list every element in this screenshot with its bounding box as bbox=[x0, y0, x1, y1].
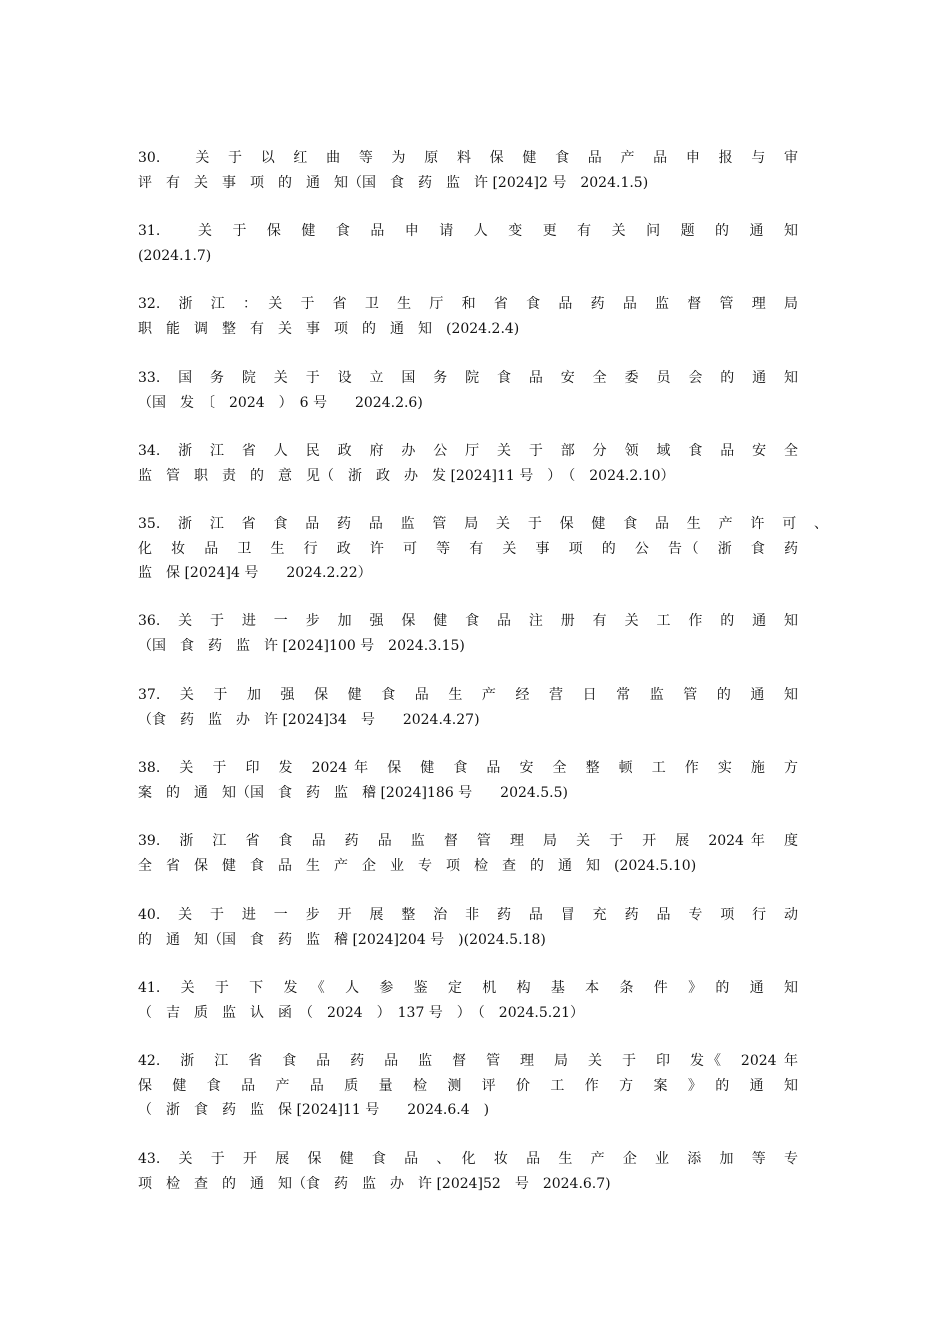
entry-line: 职 能 调 整 有 关 事 项 的 通 知 (2024.2.4) bbox=[138, 320, 520, 337]
entry-line: 34. 浙 江 省 人 民 政 府 办 公 厅 关 于 部 分 领 域 食 品 安 全 bbox=[138, 443, 798, 459]
entry-line: 37. 关 于 加 强 保 健 食 品 生 产 经 营 日 常 监 管 的 通 知 bbox=[138, 687, 798, 703]
entry-line: （国 发 〔 2024 ） 6 号 2024.2.6) bbox=[138, 394, 423, 411]
entry-line: 评 有 关 事 项 的 通 知（国 食 药 监 许 [2024]2 号 2024.1.5) bbox=[138, 174, 649, 191]
list-item-31 bbox=[138, 219, 798, 268]
entry-line: （ 浙 食 药 监 保 [2024]11 号 2024.6.4 ) bbox=[138, 1102, 490, 1118]
list-item-30 bbox=[138, 146, 798, 195]
list-item-34 bbox=[138, 439, 798, 488]
list-item-38 bbox=[138, 756, 798, 805]
entry-line: （ 吉 质 监 认 函 （ 2024 ） 137 号 ） （ 2024.5.21） bbox=[138, 1004, 585, 1021]
list-item-33 bbox=[138, 366, 798, 415]
entry-line: （食 药 监 办 许 [2024]34 号 2024.4.27) bbox=[138, 711, 480, 728]
entry-line: 的 通 知（国 食 药 监 稽 [2024]204 号 )(2024.5.18) bbox=[138, 931, 546, 948]
entry-line: （国 食 药 监 许 [2024]100 号 2024.3.15) bbox=[138, 637, 465, 654]
entry-line: 38. 关 于 印 发 2024 年 保 健 食 品 安 全 整 顿 工 作 实 施 方 bbox=[138, 760, 798, 776]
entry-line: 项 检 查 的 通 知（食 药 监 办 许 [2024]52 号 2024.6.7) bbox=[138, 1175, 611, 1192]
entry-line: 33. 国 务 院 关 于 设 立 国 务 院 食 品 安 全 委 员 会 的 通 知 bbox=[138, 370, 798, 386]
list-item-40 bbox=[138, 903, 798, 952]
entry-line: 42. 浙 江 省 食 品 药 品 监 督 管 理 局 关 于 印 发《 2024 年 bbox=[138, 1053, 798, 1069]
entry-line: 32. 浙 江 ： 关 于 省 卫 生 厅 和 省 食 品 药 品 监 督 管 理 局 bbox=[138, 296, 798, 312]
entry-line: 保 健 食 品 产 品 质 量 检 测 评 价 工 作 方 案 》 的 通 知 bbox=[138, 1077, 798, 1094]
entry-line: 化 妆 品 卫 生 行 政 许 可 等 有 关 事 项 的 公 告（ 浙 食 药 bbox=[138, 540, 798, 557]
entry-line: 41. 关 于 下 发 《 人 参 鉴 定 机 构 基 本 条 件 》 的 通 知 bbox=[138, 980, 798, 996]
entry-line: 39. 浙 江 省 食 品 药 品 监 督 管 理 局 关 于 开 展 2024 年 度 bbox=[138, 833, 798, 849]
entry-line: 36. 关 于 进 一 步 加 强 保 健 食 品 注 册 有 关 工 作 的 通 知 bbox=[138, 613, 798, 629]
list-item-37 bbox=[138, 683, 798, 732]
list-item-36 bbox=[138, 609, 798, 658]
entry-line: 31. 关 于 保 健 食 品 申 请 人 变 更 有 关 问 题 的 通 知 bbox=[138, 223, 798, 239]
list-item-43 bbox=[138, 1147, 798, 1196]
entry-line: 40. 关 于 进 一 步 开 展 整 治 非 药 品 冒 充 药 品 专 项 行 动 bbox=[138, 907, 798, 923]
entry-line: 监 保 [2024]4 号 2024.2.22） bbox=[138, 565, 372, 581]
entry-line: 案 的 通 知（国 食 药 监 稽 [2024]186 号 2024.5.5) bbox=[138, 784, 568, 801]
list-item-32 bbox=[138, 292, 798, 341]
entry-line: 35. 浙 江 省 食 品 药 品 监 管 局 关 于 保 健 食 品 生 产 许 可 、 bbox=[138, 516, 828, 532]
entry-line: 30. 关 于 以 红 曲 等 为 原 料 保 健 食 品 产 品 申 报 与 审 bbox=[138, 150, 798, 166]
entry-line: (2024.1.7) bbox=[138, 247, 212, 264]
list-item-35 bbox=[138, 512, 828, 586]
entry-line: 全 省 保 健 食 品 生 产 企 业 专 项 检 查 的 通 知 (2024.5.10) bbox=[138, 857, 697, 874]
list-item-41 bbox=[138, 976, 798, 1025]
list-item-39 bbox=[138, 829, 798, 878]
list-item-42 bbox=[138, 1049, 798, 1123]
entry-line: 监 管 职 责 的 意 见（ 浙 政 办 发 [2024]11 号 ） （ 2024.2.10） bbox=[138, 467, 675, 484]
entry-line: 43. 关 于 开 展 保 健 食 品 、 化 妆 品 生 产 企 业 添 加 等 专 bbox=[138, 1151, 798, 1167]
